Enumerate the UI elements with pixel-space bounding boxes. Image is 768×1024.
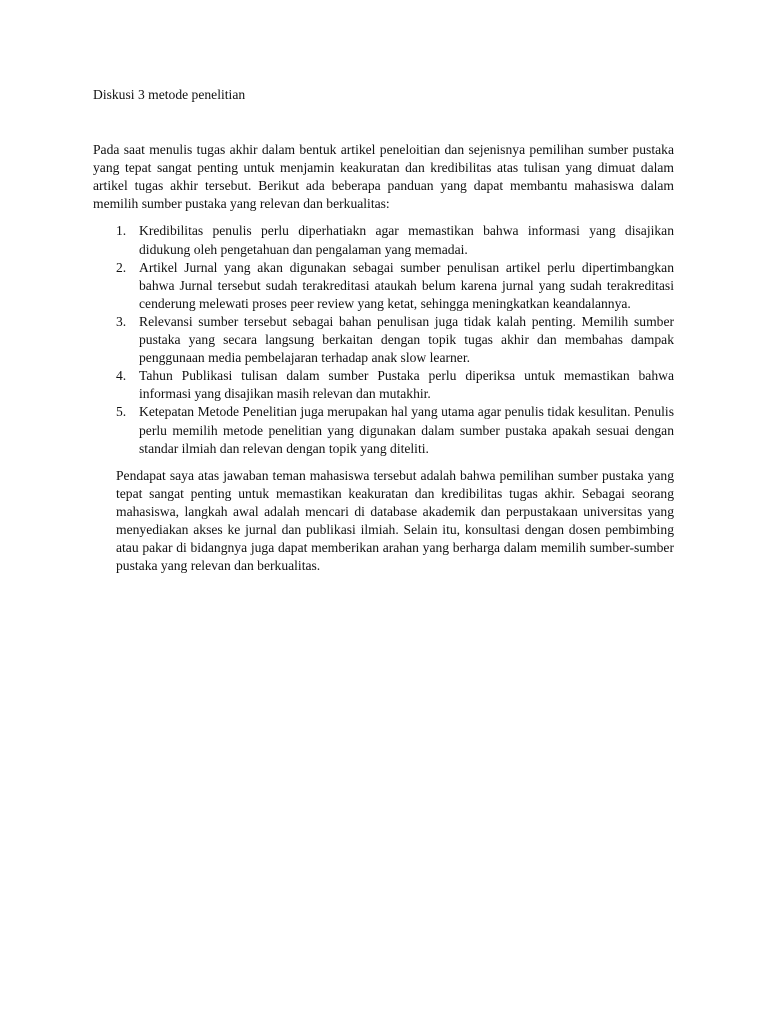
list-item — [93, 367, 674, 403]
list-item-number: 5. — [116, 404, 127, 420]
document-title: Diskusi 3 metode penelitian — [93, 87, 246, 102]
list-item-text: Tahun Publikasi tulisan dalam sumber Pustaka perlu diperiksa untuk memastikan bahwa informasi yang disajikan masih relevan dan mutakhir. — [139, 368, 674, 402]
list-item-text: Relevansi sumber tersebut sebagai bahan penulisan juga tidak kalah penting. Memilih sumber pustaka yang secara langsung berkaitan dengan topik tugas akhir dan membahas dampak penggunaan media pembelajaran terhadap anak slow learner. — [139, 313, 674, 366]
list-item — [93, 403, 674, 457]
list-item-text: Kredibilitas penulis perlu diperhatiakn agar memastikan bahwa informasi yang disajikan didukung oleh pengetahuan dan pengalaman yang memadai. — [139, 223, 674, 257]
guideline-list — [93, 222, 674, 457]
list-item — [93, 313, 674, 367]
list-item-text: Artikel Jurnal yang akan digunakan sebagai sumber penulisan artikel perlu dipertimbangkan bahwa Jurnal tersebut sudah terakreditasi ataukah belum karena jurnal yang sudah terakreditasi cenderung melewati proses peer review yang ketat, sehingga meningkatkan keandalannya. — [139, 259, 674, 311]
list-item-number: 2. — [116, 259, 127, 275]
list-item-number: 1. — [116, 223, 127, 239]
document-page — [93, 86, 674, 575]
intro-paragraph: Pada saat menulis tugas akhir dalam bentuk artikel peneloitian dan sejenisnya pemilihan sumber pustaka yang tepat sangat penting untuk menjamin keakuratan dan kredibilitas atas tulisan yang dimuat dalam artikel tugas akhir tersebut. Berikut ada beberapa panduan yang dapat membantu mahasiswa dalam memilih sumber pustaka yang relevan dan berkualitas: — [93, 142, 674, 212]
list-item-text: Ketepatan Metode Penelitian juga merupakan hal yang utama agar penulis tidak kesulitan. Penulis perlu memilih metode penelitian yang digunakan dalam sumber pustaka apakah sesuai dengan standar ilmiah dan relevan dengan topik yang diteliti. — [139, 404, 674, 456]
list-item-number: 3. — [116, 313, 127, 329]
closing-paragraph: Pendapat saya atas jawaban teman mahasiswa tersebut adalah bahwa pemilihan sumber pustaka yang tepat sangat penting untuk memastikan keakuratan dan kredibilitas tugas akhir. Sebagai seorang mahasiswa, langkah awal adalah mencari di database akademik dan perpustakaan universitas yang menyediakan akses ke jurnal dan publikasi ilmiah. Selain itu, konsultasi dengan dosen pembimbing atau pakar di bidangnya juga dapat memberikan arahan yang berharga dalam memilih sumber-sumber pustaka yang relevan dan berkualitas. — [116, 467, 674, 574]
list-item — [93, 259, 674, 313]
list-item — [93, 222, 674, 258]
list-item-number: 4. — [116, 368, 127, 384]
